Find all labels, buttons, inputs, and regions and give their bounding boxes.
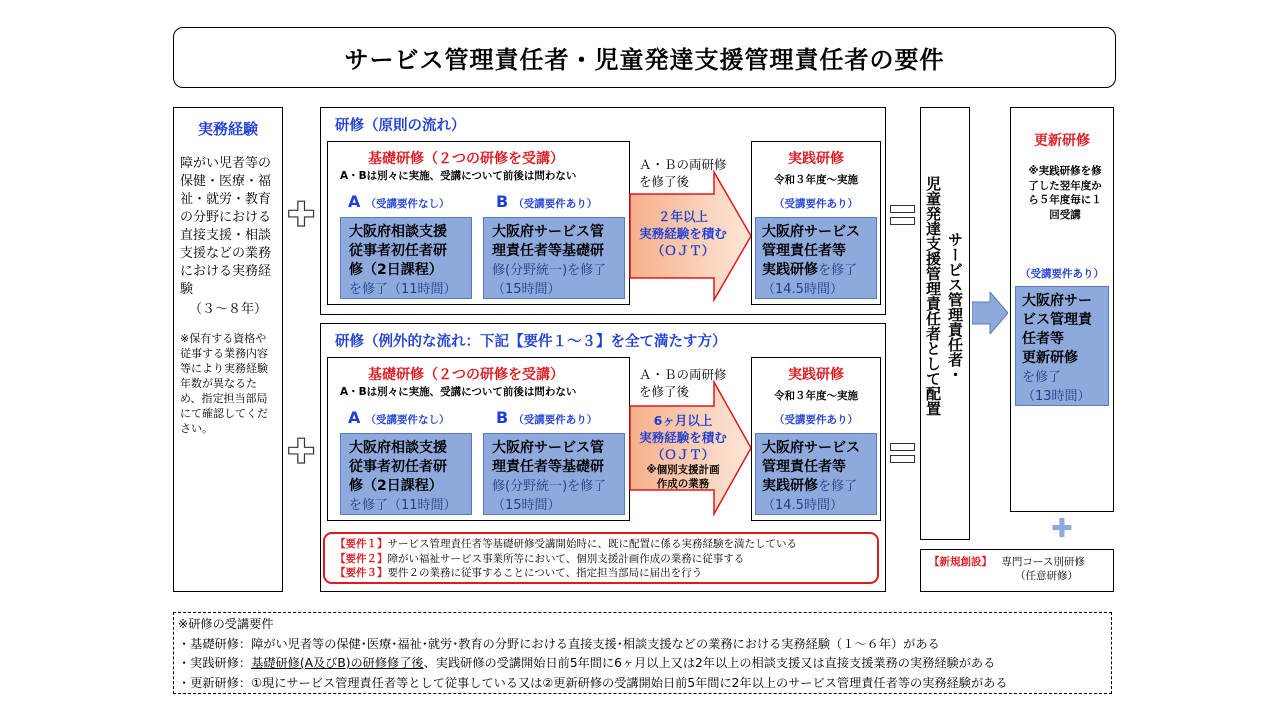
course-b-note: （15時間） (492, 498, 561, 513)
practical-date: 令和３年度～実施 (774, 174, 858, 186)
requirement-1 (335, 537, 867, 552)
requirement-text: 障がい福祉サービス事業所等において、個別支援計画作成の業務に従事する (387, 552, 745, 565)
exception-flow-box (320, 323, 886, 592)
course-b-letter: B (496, 408, 509, 427)
ojt-arrow-text (628, 208, 738, 259)
course-b-box (483, 217, 625, 299)
footer-line-rest: 、実践研修の受講開始日前5年間に6ヶ月以上又は2年以上の相談支援又は直接支援業務の実務経験がある (423, 656, 996, 670)
ojt-arrow-line: 実務経験を積む (639, 430, 727, 445)
practical-title: 実践研修 (788, 367, 844, 383)
course-a-header (348, 192, 449, 211)
requirement-label: 【要件１】 (335, 538, 388, 550)
practical-training-box (751, 141, 881, 305)
renewal-cond: （受講要件あり） (1020, 268, 1104, 280)
footer-title: ※研修の受講要件 (178, 617, 274, 631)
course-a-line: 従事者初任者研 (349, 459, 447, 475)
renewal-course-box (1015, 286, 1109, 406)
practical-bold: 実践研修 (762, 262, 818, 278)
ojt-arrow-line: 6ヶ月以上 (653, 413, 713, 428)
practical-course-box (755, 433, 877, 515)
footer-line-underline: 基礎研修(A及びB)の研修修了後 (251, 656, 424, 670)
course-a-line: 大阪府相談支援 (349, 224, 447, 240)
practical-bold: 実践研修 (762, 478, 818, 494)
footer-line (178, 654, 1107, 674)
course-a-cond: （受講要件なし） (365, 198, 450, 210)
plus-icon: ✚ (1051, 514, 1073, 544)
new-course-box (920, 549, 1114, 592)
assignment-box (920, 107, 970, 540)
ojt-arrow-line: ※個別支援計画 (646, 464, 720, 476)
normal-flow-heading: 研修（原則の流れ） (335, 118, 466, 134)
arrow-note-line: Ａ・Ｂの両研修 (639, 367, 727, 382)
renewal-box (1010, 107, 1114, 512)
course-b-line: 理責任者等基礎研 (492, 243, 604, 259)
course-a-cond: （受講要件なし） (365, 414, 450, 426)
new-course-text: 専門コース別研修 (1001, 556, 1085, 568)
course-a-header (348, 408, 449, 427)
course-a-line: 修（2日課程） (349, 478, 443, 494)
practical-note: を修了 (818, 263, 858, 278)
requirement-text: サービス管理責任者等基礎研修受講開始時に、既に配置に係る実務経験を満たしている (387, 538, 797, 550)
course-b-note: 修(分野統一)を修了 (492, 263, 607, 278)
requirement-label: 【要件２】 (335, 552, 388, 565)
course-a-line: 従事者初任者研 (349, 243, 447, 259)
practical-cond: （受講要件あり） (774, 198, 858, 210)
practical-line (762, 261, 870, 280)
arrow-note-line: を修了後 (639, 174, 690, 189)
course-b-note: 修(分野統一)を修了 (492, 479, 607, 494)
course-b-header (496, 192, 597, 211)
renewal-heading: 更新研修 (1034, 133, 1090, 149)
basic-training-sub: A・Bは別々に実施、受講について前後は問わない (340, 386, 577, 398)
requirement-2 (335, 552, 867, 567)
course-a-box (340, 217, 472, 299)
renewal-note-line: （13時間） (1022, 389, 1091, 404)
course-b-cond: （受講要件あり） (513, 414, 598, 426)
course-b-line: 理責任者等基礎研 (492, 459, 604, 475)
practice-note: ※保有する資格や従事する業務内容等により実務経験年数が異なるため、指定担当部局にて確認してください。 (180, 332, 268, 435)
course-b-letter: B (496, 192, 509, 211)
ojt-arrow-line: （ＯＪＴ） (651, 447, 715, 462)
basic-training-sub: A・Bは別々に実施、受講について前後は問わない (340, 170, 577, 182)
requirement-text: 要件２の業務に従事することについて、指定担当部局に届出を行う (387, 567, 703, 579)
practical-line: 大阪府サービス (762, 440, 860, 456)
practical-cond: （受講要件あり） (774, 414, 858, 426)
renewal-note: ※実践研修を修了した翌年度から５年度毎に１回受講 (1028, 165, 1102, 221)
ojt-arrow-line: ２年以上 (657, 209, 708, 224)
course-b-box (483, 433, 625, 515)
practical-line: 大阪府サービス (762, 224, 860, 240)
exception-flow-heading: 研修（例外的な流れ：下記【要件１～３】を全て満たす方） (335, 334, 727, 350)
footer-line-prefix: ・実践研修： (178, 656, 252, 670)
practical-line (762, 477, 870, 496)
requirement-label: 【要件３】 (335, 567, 388, 579)
footer-line: ・基礎研修：障がい児者等の保健･医療･福祉･就労･教育の分野における直接支援･相談支援などの業務における実務経験（１～６年）がある (178, 636, 940, 651)
practical-title: 実践研修 (788, 151, 844, 167)
assignment-col1: 児童発達支援管理責任者として配置 (924, 176, 942, 416)
practice-experience-box (173, 107, 283, 592)
ojt-arrow-line: （ＯＪＴ） (651, 243, 715, 258)
equals-icon (890, 205, 915, 229)
practice-heading: 実務経験 (197, 120, 258, 138)
plus-icon: ✚ (287, 432, 316, 472)
normal-flow-box (320, 107, 886, 315)
practical-course-box (755, 217, 877, 299)
practical-training-box (751, 357, 881, 521)
assignment-col2: サービス管理責任者・ (946, 232, 964, 382)
course-b-cond: （受講要件あり） (513, 198, 598, 210)
renewal-line: ビス管理責 (1022, 312, 1092, 328)
basic-training-title: 基礎研修（２つの研修を受講） (368, 367, 564, 383)
practical-line: 管理責任者等 (762, 459, 846, 475)
course-b-line: 大阪府サービス管 (492, 440, 604, 456)
course-a-note: を修了（11時間） (349, 282, 457, 297)
basic-training-box (327, 357, 630, 521)
ojt-arrow-line: 実務経験を積む (639, 226, 727, 241)
requirement-3 (335, 566, 867, 581)
arrow-note-line: を修了後 (639, 384, 690, 399)
requirements-box (323, 532, 879, 584)
renewal-line: 更新研修 (1022, 350, 1078, 366)
equals-icon (890, 443, 915, 467)
footer-line: ・更新研修：①現にサービス管理責任者等として従事している又は②更新研修の受講開始日前5年間に2年以上のサービス管理責任者等の実務経験がある (178, 675, 1008, 690)
course-a-note: を修了（11時間） (349, 498, 457, 513)
basic-training-box (327, 141, 630, 305)
course-a-box (340, 433, 472, 515)
course-b-note: （15時間） (492, 282, 561, 297)
plus-icon: ✚ (287, 195, 316, 235)
page-title: サービス管理責任者・児童発達支援管理責任者の要件 (173, 27, 1116, 88)
practical-note: （14.5時間） (762, 282, 843, 297)
course-b-header (496, 408, 597, 427)
footer-requirements-box (173, 612, 1112, 694)
course-a-letter: A (348, 192, 361, 211)
arrow-note-line: Ａ・Ｂの両研修 (639, 157, 727, 172)
basic-training-title: 基礎研修（２つの研修を受講） (368, 151, 564, 167)
practical-note: （14.5時間） (762, 498, 843, 513)
new-course-line (929, 555, 1105, 569)
ojt-arrow-line: 作成の業務 (656, 478, 710, 490)
course-a-line: 大阪府相談支援 (349, 440, 447, 456)
course-a-line: 修（2日課程） (349, 262, 443, 278)
practical-line: 管理責任者等 (762, 243, 846, 259)
renewal-line: 大阪府サー (1022, 293, 1092, 309)
practical-note: を修了 (818, 479, 858, 494)
renewal-line: 任者等 (1022, 331, 1064, 347)
course-a-letter: A (348, 408, 361, 427)
course-b-line: 大阪府サービス管 (492, 224, 604, 240)
practice-body: 障がい児者等の保健・医療・福祉・就労・教育の分野における直接支援・相談支援などの業務における実務経験 (180, 156, 272, 297)
renewal-note-line: を修了 (1022, 370, 1062, 385)
ojt-arrow-text (628, 412, 738, 491)
new-course-label: 【新規創設】 (929, 556, 992, 568)
right-arrow-icon (972, 292, 1008, 334)
practice-years: （３～８年） (188, 302, 267, 317)
new-course-sub: （任意研修） (1015, 570, 1078, 582)
practical-date: 令和３年度～実施 (774, 390, 858, 402)
